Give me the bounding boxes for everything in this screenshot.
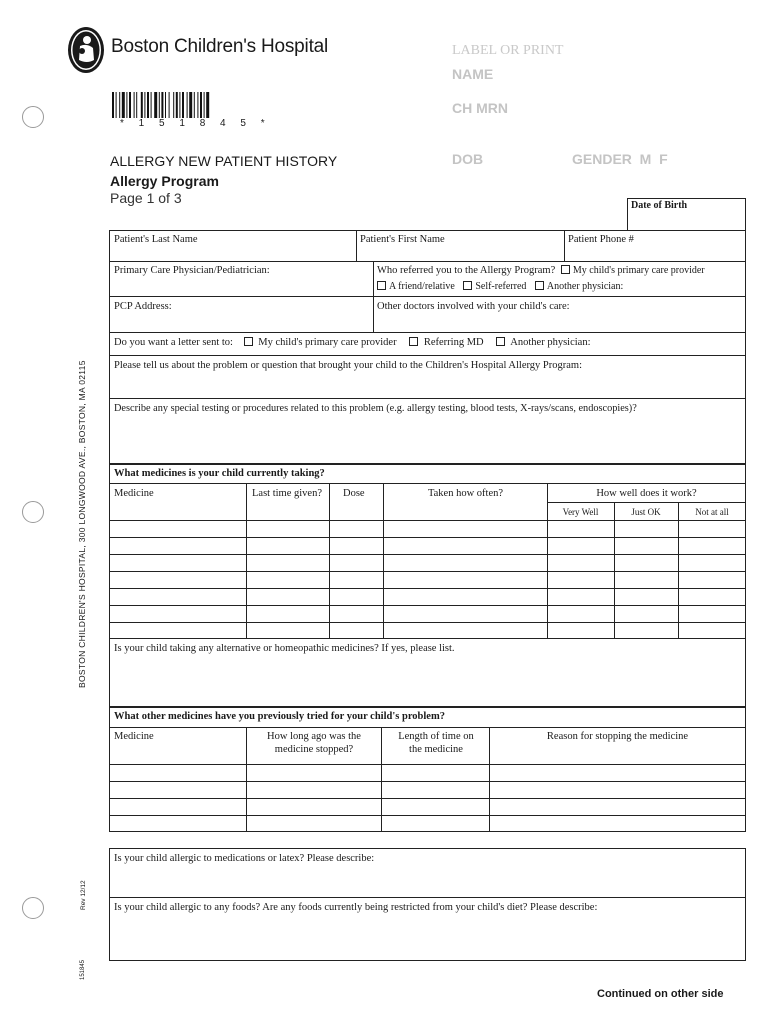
previous-meds-heading: What other medicines have you previously tried for your child's problem? [114,711,445,722]
referred-question [377,264,745,277]
col-very-well: Very Well [562,507,599,517]
date-of-birth-label: Date of Birth [631,200,688,211]
alternative-meds-field[interactable]: Is your child taking any alternative or homeopathic medicines? If yes, please list. [114,643,455,654]
testing-field[interactable]: Describe any special testing or procedures related to this problem (e.g. allergy testing, blood tests, X-rays/scans, endoscopies)? [114,403,637,414]
barcode-bar [112,92,114,118]
hospital-logo [67,26,105,74]
barcode-bar [136,92,137,118]
allergic-foods-field[interactable]: Is your child allergic to any foods? Are any foods currently being restricted from your child's diet? Please describe: [114,902,598,913]
punch-hole-middle [22,501,44,523]
last-name-field[interactable]: Patient's Last Name [114,234,198,245]
current-meds-heading: What medicines is your child currently taking? [114,468,325,479]
barcode-bar [179,92,180,118]
letter-referring-checkbox[interactable] [409,337,418,346]
prev-col-medicine: Medicine [114,731,154,742]
barcode [112,92,258,120]
form-title: ALLERGY NEW PATIENT HISTORY [110,153,338,169]
referred-label: Who referred you to the Allergy Program? [377,265,556,276]
allergic-meds-field[interactable]: Is your child allergic to medications or latex? Please describe: [114,853,375,864]
letter-other-label: Another physician: [510,337,591,348]
barcode-bar [122,92,125,118]
col-just-ok: Just OK [631,507,661,517]
referred-options [377,280,623,293]
barcode-bar [169,92,170,118]
letter-referring-label: Referring MD [423,337,484,348]
label-dob: DOB [452,151,484,167]
continued-note: Continued on other side [597,988,724,1000]
letter-pcp-checkbox[interactable] [244,337,253,346]
referred-friend-label: A friend/relative [389,281,455,292]
referred-self-checkbox[interactable] [463,281,472,290]
hospital-name: Boston Children's Hospital [111,36,329,57]
col-how-well: How well does it work? [596,488,697,499]
col-last-time: Last time given? [252,488,322,499]
barcode-bar [129,92,131,118]
col-medicine: Medicine [114,488,154,499]
referred-friend-checkbox[interactable] [377,281,386,290]
hospital-seal-icon [67,26,105,74]
barcode-icon [112,92,258,118]
side-code: 151845 [80,959,86,980]
label-name: NAME [452,66,494,82]
first-name-field[interactable]: Patient's First Name [360,234,445,245]
punch-hole-top [22,106,44,128]
col-dose: Dose [343,488,365,499]
form-program: Allergy Program [110,173,219,189]
barcode-bar [165,92,166,118]
prev-col-length: Length of time on the medicine [398,731,474,755]
barcode-bar [141,92,143,118]
barcode-bar [134,92,135,118]
barcode-bar [154,92,157,118]
other-doctors-field[interactable]: Other doctors involved with your child's care: [377,301,570,312]
letter-label: Do you want a letter sent to: [114,337,233,348]
barcode-bar [151,92,152,118]
referred-self-label: Self-referred [475,281,527,292]
label-or-print: LABEL OR PRINT [452,43,564,58]
barcode-bar [159,92,160,118]
barcode-bar [206,92,209,118]
letter-question [114,336,591,349]
barcode-bar [176,92,178,118]
referred-pcp-checkbox[interactable] [561,265,570,274]
form-page: Page 1 of 3 [110,190,182,206]
barcode-number: * 1 5 1 8 4 5 * [120,118,271,129]
letter-other-checkbox[interactable] [496,337,505,346]
prev-col-how-long-ago: How long ago was the medicine stopped? [267,731,361,755]
punch-hole-bottom [22,897,44,919]
barcode-bar [147,92,149,118]
barcode-bar [187,92,188,118]
phone-field[interactable]: Patient Phone # [568,234,634,245]
prev-col-reason: Reason for stopping the medicine [546,731,689,742]
pcp-field[interactable]: Primary Care Physician/Pediatrician: [114,265,270,276]
col-not-at-all: Not at all [695,507,729,517]
side-address: BOSTON CHILDREN'S HOSPITAL, 300 LONGWOOD AVE., BOSTON, MA 02115 [77,360,87,688]
label-ch-mrn: CH MRN [452,100,508,116]
barcode-bar [119,92,120,118]
label-gender: GENDER M F [572,151,668,167]
barcode-bar [161,92,163,118]
barcode-bar [194,92,195,118]
barcode-bar [116,92,117,118]
problem-field[interactable]: Please tell us about the problem or question that brought your child to the Children's Hospital Allergy Program: [114,360,583,371]
barcode-bar [204,92,205,118]
col-how-often: Taken how often? [427,488,504,499]
barcode-bar [144,92,145,118]
barcode-bar [189,92,192,118]
pcp-address-field[interactable]: PCP Address: [114,301,172,312]
barcode-bar [126,92,127,118]
barcode-bar [182,92,184,118]
letter-pcp-label: My child's primary care provider [258,337,397,348]
previous-meds-table [109,706,746,832]
referred-other-label: Another physician: [546,281,624,292]
referred-other-checkbox[interactable] [535,281,544,290]
barcode-bar [173,92,174,118]
referred-pcp-label: My child's primary care provider [572,265,705,276]
side-revision: Rev 12/12 [80,880,87,910]
barcode-bar [200,92,202,118]
barcode-bar [197,92,198,118]
